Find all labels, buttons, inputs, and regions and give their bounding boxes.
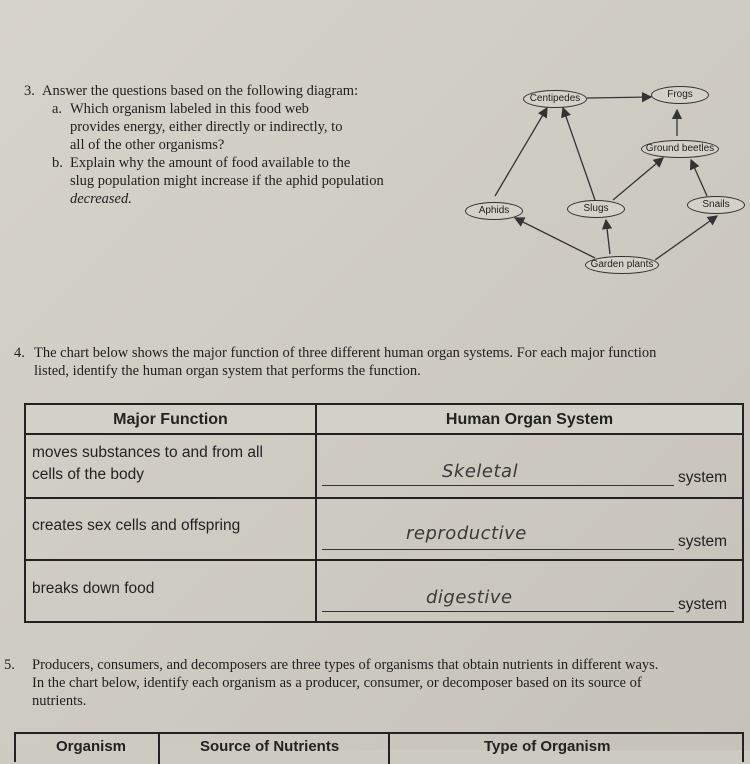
arrow-centipedes-to-frogs (587, 97, 651, 98)
table-row-2-answer[interactable]: reproductive (406, 523, 527, 544)
question-3: 3. Answer the questions based on the following diagram: a. Which organism labeled in this food web provides energy, either directly or indirectly, to all of the other organisms? b. Explain why the amount of food available to the slug population might increase if the aphid population decreased. (24, 83, 384, 207)
header-human-organ-system: Human Organ System (317, 405, 742, 435)
nutrients-table (14, 732, 744, 762)
question-5 (4, 656, 748, 712)
arrow-aphids-to-centipedes (495, 108, 547, 196)
header-major-function: Major Function (26, 405, 315, 435)
question-3-number: 3. (24, 83, 35, 99)
arrow-plants-to-slugs (606, 220, 610, 254)
node-snails: Snails (687, 196, 745, 214)
table-row-1-suffix: system (678, 469, 728, 486)
question-5-line-3: nutrients. (32, 693, 87, 709)
question-5-line-2: In the chart below, identify each organism as a producer, consumer, or decomposer based on its source of (32, 675, 642, 691)
food-web-arrows (455, 78, 745, 278)
node-frogs: Frogs (651, 86, 709, 104)
table-row-3-function: breaks down food (32, 580, 155, 597)
food-web-diagram (455, 78, 745, 278)
node-ground-beetles: Ground beetles (641, 140, 719, 158)
question-3-prompt: Answer the questions based on the following diagram: (42, 83, 359, 99)
table-row-2-function: creates sex cells and offspring (32, 517, 241, 534)
table-row-3-answer[interactable]: digestive (426, 587, 513, 608)
organ-system-table (24, 403, 744, 623)
node-garden-plants: Garden plants (585, 256, 659, 274)
node-slugs: Slugs (567, 200, 625, 218)
header-source-of-nutrients: Source of Nutrients (200, 738, 340, 755)
question-4-number: 4. (14, 345, 25, 361)
table-row-1-answer[interactable]: Skeletal (442, 461, 519, 482)
question-4 (14, 344, 744, 384)
question-5-number: 5. (4, 657, 15, 673)
arrow-plants-to-aphids (515, 218, 595, 258)
table-row-2-suffix: system (678, 533, 728, 550)
question-4-line-2: listed, identify the human organ system that performs the function. (34, 363, 421, 379)
table-row-3-suffix: system (678, 596, 728, 613)
header-organism: Organism (56, 738, 127, 755)
header-type-of-organism: Type of Organism (484, 738, 611, 755)
arrow-plants-to-snails (655, 216, 717, 260)
question-5-line-1: Producers, consumers, and decomposers are three types of organisms that obtain nutrients in different ways. (32, 657, 659, 673)
arrow-slugs-to-beetles (613, 158, 663, 200)
arrow-snails-to-beetles (691, 160, 707, 196)
arrow-slugs-to-centipedes (563, 108, 595, 200)
node-aphids: Aphids (465, 202, 523, 220)
question-4-line-1: The chart below shows the major function of three different human organ systems. For each major function (34, 345, 657, 361)
node-centipedes: Centipedes (523, 90, 587, 108)
table-row-1-function: moves substances to and from all cells of the body (32, 444, 263, 483)
